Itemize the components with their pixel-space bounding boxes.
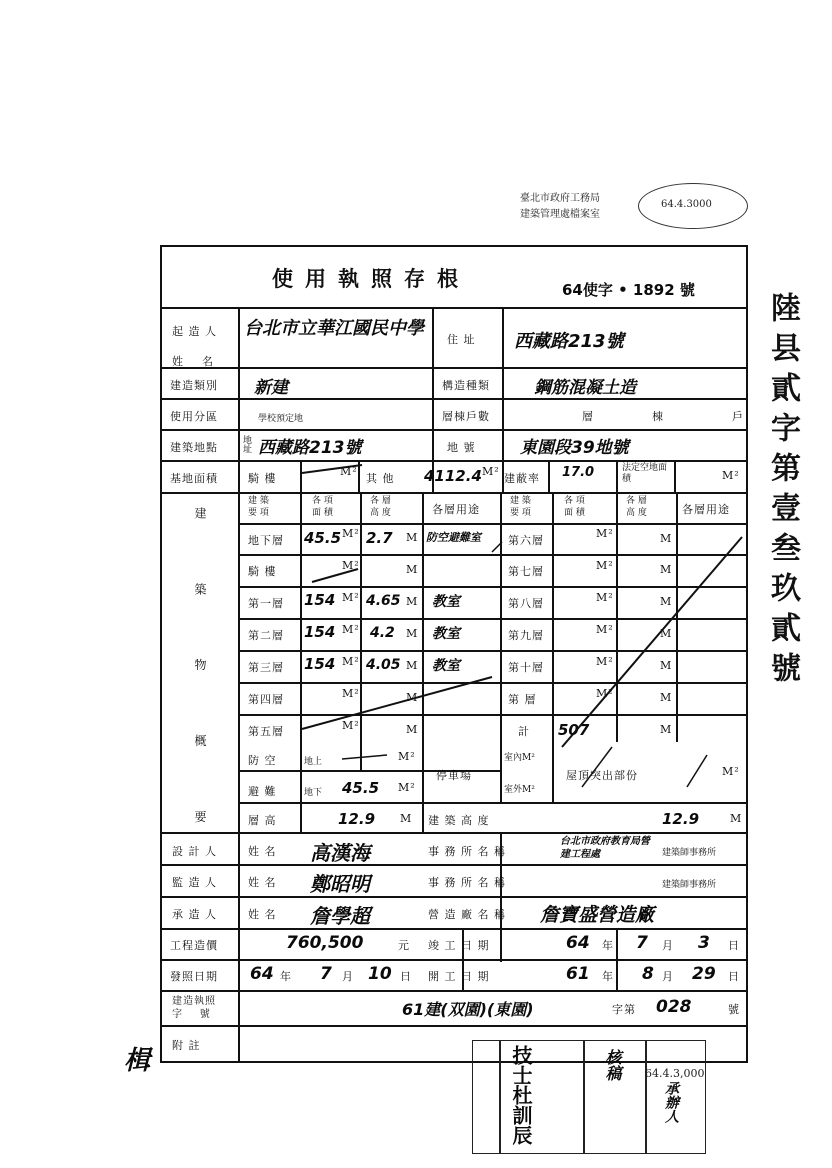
row-f7: 第七層 (508, 565, 544, 578)
basement-use: 防空避難室 (426, 531, 481, 544)
col-item-2: 建 築 要 項 (510, 496, 531, 518)
row-f8: 第八層 (508, 597, 544, 610)
f3-height: 4.05 (366, 657, 401, 673)
storey-height-label: 層 高 (248, 814, 277, 827)
site-arcade-label: 騎 樓 (248, 472, 277, 485)
header-stamp (520, 183, 750, 228)
supervisor-name: 鄭昭明 (310, 872, 370, 896)
building-height-label: 建 築 高 度 (428, 814, 490, 827)
building-overview-label: 建 築 物 概 要 (193, 507, 207, 853)
completion-month-unit: 月 (662, 939, 674, 952)
address-label: 住 址 (447, 333, 476, 346)
f2-height: 4.2 (370, 625, 395, 641)
shelter-label: 避 難 (248, 785, 277, 798)
row-arcade: 騎 樓 (248, 565, 277, 578)
household-unit: 戶 (732, 410, 744, 423)
site-other-value: 4112.4 (424, 467, 482, 485)
row-f3: 第三層 (248, 661, 284, 674)
shelter-below-value: 45.5 (342, 779, 380, 797)
storey-height-unit: M (400, 812, 413, 825)
f5-area-unit: M² (342, 719, 360, 732)
contractor-name-label: 姓 名 (248, 908, 277, 921)
completion-year: 64 (566, 933, 590, 953)
header-stamp-line1: 臺北市政府工務局 (520, 193, 600, 204)
f6-height-unit: M (660, 532, 673, 545)
completion-year-unit: 年 (602, 939, 614, 952)
parking-label: 停車場 (436, 769, 472, 782)
usage-permit-form (160, 245, 748, 1063)
address-value: 西藏路213號 (514, 331, 624, 352)
row-total: 計 (518, 725, 530, 738)
col-use-2: 各層用途 (682, 503, 730, 516)
building-unit: 棟 (652, 410, 664, 423)
f9-area-unit: M² (596, 623, 614, 636)
row-f5: 第五層 (248, 725, 284, 738)
start-date-label: 開 工 日 期 (428, 970, 490, 983)
f10-area-unit: M² (596, 655, 614, 668)
f2-area-unit: M² (342, 623, 360, 636)
row-f9: 第九層 (508, 629, 544, 642)
build-type-label: 建造類別 (170, 379, 218, 392)
header-stamp-line2: 建築管理處檔案室 (520, 209, 600, 220)
col-area-2: 各 項 面 積 (564, 496, 585, 518)
arcade-height-unit: M (406, 563, 419, 576)
stamp-col3: 承辦人 (663, 1081, 679, 1123)
f3-height-unit: M (406, 659, 419, 672)
below-ground-label: 地下 (304, 788, 323, 798)
completion-day: 3 (698, 933, 710, 953)
designer-office-label: 事 務 所 名 稱 (428, 845, 506, 858)
f1-area-unit: M² (342, 591, 360, 604)
f2-height-unit: M (406, 627, 419, 640)
row-f1: 第一層 (248, 597, 284, 610)
builder-label: 起 造 人 姓 名 (172, 325, 217, 368)
row-f4: 第四層 (248, 693, 284, 706)
site-address-prefix: 地址 (241, 435, 251, 453)
f3-area-unit: M² (342, 655, 360, 668)
designer-arch-office: 建築師事務所 (662, 848, 717, 858)
site-other-unit: M² (482, 465, 500, 478)
permit-number: 64使字 • 1892 號 (562, 281, 695, 299)
f3-area: 154 (304, 655, 336, 673)
coverage-value: 17.0 (562, 465, 595, 480)
col-height: 各 層 高 度 (370, 496, 391, 518)
designer-name: 高漢海 (310, 841, 370, 865)
legal-space-label: 法定空地面積 (622, 463, 668, 484)
start-month: 8 (642, 964, 654, 984)
f10-height-unit: M (660, 659, 673, 672)
above-ground-unit: M² (398, 750, 416, 763)
contractor-name: 詹學超 (310, 904, 370, 928)
building-height-unit: M (730, 812, 743, 825)
site-other-label: 其 他 (366, 472, 395, 485)
f1-height-unit: M (406, 595, 419, 608)
roof-protrusion-label: 屋頂突出部份 (566, 769, 638, 782)
site-location-label: 建築地點 (170, 441, 218, 454)
above-ground-label: 地上 (304, 757, 323, 767)
completion-day-unit: 日 (728, 939, 740, 952)
approval-stamp (472, 1040, 706, 1154)
col-use: 各層用途 (432, 503, 480, 516)
outdoor-label: 室外M² (504, 785, 535, 795)
f5-height-unit: M (406, 723, 419, 736)
arcade-area-unit: M² (342, 559, 360, 572)
form-title: 使用執照存根 (272, 266, 470, 291)
f1-area: 154 (304, 591, 336, 609)
stamp-col1: 技士杜訓辰 (509, 1045, 533, 1145)
designer-office: 台北市政府教育局營建工程處 (560, 836, 650, 860)
floor-height-unit: M (660, 691, 673, 704)
permit-word-no: 字第 (612, 1003, 636, 1016)
use-zone-value: 學校預定地 (258, 414, 304, 424)
issue-year: 64 (250, 964, 274, 984)
floor-area-unit: M² (596, 687, 614, 700)
start-month-unit: 月 (662, 970, 674, 983)
legal-space-unit: M² (722, 469, 740, 482)
basement-height: 2.7 (366, 529, 393, 547)
total-area: 507 (558, 721, 590, 739)
oval-seal (638, 183, 748, 229)
storey-height-value: 12.9 (338, 810, 376, 828)
contractor-label: 承 造 人 (172, 908, 217, 921)
row-f10: 第十層 (508, 661, 544, 674)
supervisor-name-label: 姓 名 (248, 876, 277, 889)
site-arcade-unit: M² (340, 465, 358, 478)
land-no-value: 東園段39地號 (520, 438, 629, 458)
contractor-company-label: 營 造 廠 名 稱 (428, 908, 506, 921)
issue-month-unit: 月 (342, 970, 354, 983)
margin-char: 楫 (124, 1046, 151, 1076)
floor-unit: 層 (582, 410, 594, 423)
f4-height-unit: M (406, 691, 419, 704)
roof-unit: M² (722, 765, 740, 778)
building-height-value: 12.9 (662, 810, 700, 828)
issue-day: 10 (368, 964, 392, 984)
use-zone-label: 使用分區 (170, 410, 218, 423)
permit-hao: 號 (728, 1003, 740, 1016)
start-day-unit: 日 (728, 970, 740, 983)
site-area-label: 基地面積 (170, 472, 218, 485)
supervisor-label: 監 造 人 (172, 876, 217, 889)
basement-area: 45.5 (304, 529, 342, 547)
completion-date-label: 竣 工 日 期 (428, 939, 490, 952)
f9-height-unit: M (660, 627, 673, 640)
below-ground-unit: M² (398, 781, 416, 794)
f3-use: 教室 (432, 658, 460, 674)
supervisor-arch-office: 建築師事務所 (662, 880, 717, 890)
f2-use: 教室 (432, 626, 460, 642)
site-address-value: 西藏路213號 (258, 438, 362, 458)
issue-day-unit: 日 (400, 970, 412, 983)
row-floor: 第 層 (508, 693, 537, 706)
f7-height-unit: M (660, 563, 673, 576)
land-no-label: 地 號 (447, 441, 476, 454)
coverage-label: 建蔽率 (504, 472, 540, 485)
row-basement: 地下層 (248, 534, 284, 547)
start-year: 61 (566, 964, 590, 984)
total-height-unit: M (660, 723, 673, 736)
col-area: 各 項 面 積 (312, 496, 333, 518)
air-defense-label: 防 空 (248, 754, 277, 767)
cost-value: 760,500 (286, 933, 364, 953)
indoor-label: 室內M² (504, 753, 535, 763)
notes-label: 附 註 (172, 1039, 201, 1052)
issue-year-unit: 年 (280, 970, 292, 983)
start-year-unit: 年 (602, 970, 614, 983)
f2-area: 154 (304, 623, 336, 641)
floors-units-label: 層棟戶數 (442, 410, 490, 423)
designer-name-label: 姓 名 (248, 845, 277, 858)
completion-month: 7 (636, 933, 648, 953)
designer-label: 設 計 人 (172, 845, 217, 858)
row-f2: 第二層 (248, 629, 284, 642)
col-item: 建 築 要 項 (248, 496, 269, 518)
structure-type-value: 鋼筋混凝土造 (534, 378, 636, 398)
permit-num-value: 028 (656, 997, 692, 1017)
strike-marks (162, 247, 750, 1065)
side-vertical-text: 陸县貳字第壹叁玖貳號 (765, 292, 800, 692)
issue-date-label: 發照日期 (170, 970, 218, 983)
cost-unit: 元 (398, 939, 410, 952)
f1-height: 4.65 (366, 593, 401, 609)
contractor-company: 詹寶盛營造廠 (540, 904, 655, 926)
f4-area-unit: M² (342, 687, 360, 700)
permit-no-label: 建造執照 字 號 (172, 996, 216, 1020)
f6-area-unit: M² (596, 527, 614, 540)
stamp-date: 64.4.3,000 (645, 1067, 705, 1080)
f8-area-unit: M² (596, 591, 614, 604)
oval-seal-text: 64.4.3000 (661, 199, 712, 210)
row-f6: 第六層 (508, 534, 544, 547)
permit-no-value: 61建(双園)(東園) (402, 1000, 534, 1019)
basement-height-unit: M (406, 531, 419, 544)
col-height-2: 各 層 高 度 (626, 496, 647, 518)
f1-use: 教室 (432, 594, 460, 610)
start-day: 29 (692, 964, 716, 984)
issue-month: 7 (320, 964, 332, 984)
stamp-col2: 核稿 (603, 1049, 622, 1081)
cost-label: 工程造價 (170, 939, 218, 952)
structure-type-label: 構造種類 (442, 379, 490, 392)
supervisor-office-label: 事 務 所 名 稱 (428, 876, 506, 889)
f7-area-unit: M² (596, 559, 614, 572)
builder-name: 台北市立華江國民中學 (244, 318, 424, 339)
f8-height-unit: M (660, 595, 673, 608)
build-type-value: 新建 (254, 378, 288, 398)
basement-area-unit: M² (342, 527, 360, 540)
